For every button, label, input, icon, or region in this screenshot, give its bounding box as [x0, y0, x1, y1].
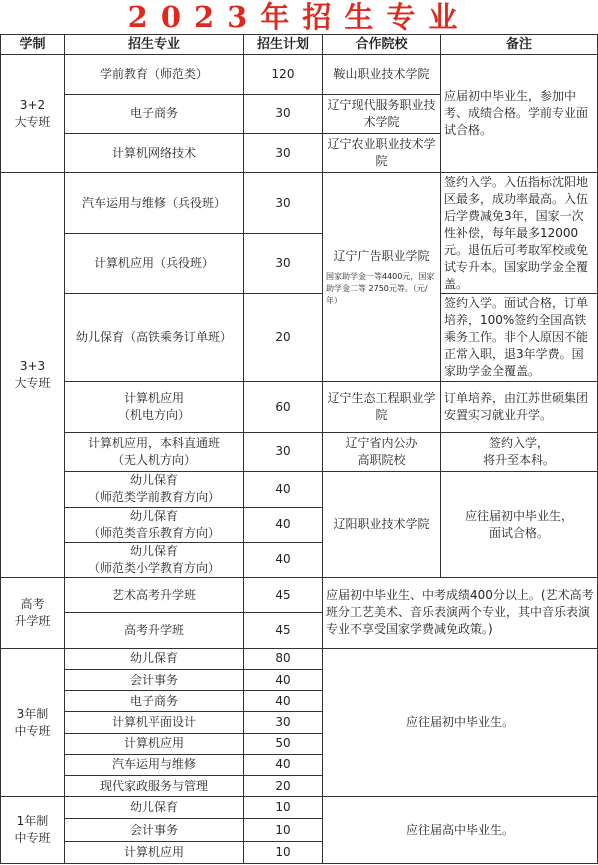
- table-row: [1, 472, 598, 507]
- plan-cell: 60: [244, 382, 323, 432]
- note-cell: 订单培养，由江苏世硕集团安置实习就业升学。: [441, 382, 598, 432]
- plan-cell: 30: [244, 94, 323, 133]
- header-school: 合作院校: [323, 35, 441, 55]
- table-header-row: [1, 35, 598, 55]
- table-row: [1, 294, 598, 382]
- table-row: [1, 382, 598, 432]
- major-cell: 电子商务: [65, 94, 244, 133]
- major-cell: 现代家政服务与管理: [65, 776, 244, 797]
- plan-cell: 40: [244, 542, 323, 577]
- plan-cell: 30: [244, 233, 323, 294]
- plan-cell: 30: [244, 712, 323, 733]
- table-row: [1, 797, 598, 819]
- table-row: [1, 55, 598, 94]
- enrollment-table: [0, 34, 598, 864]
- header-plan: 招生计划: [244, 35, 323, 55]
- plan-cell: 40: [244, 691, 323, 712]
- note-cell: 签约入学。入伍指标沈阳地区最多，成功率最高。入伍后学费减免3年，国家一次性补偿，每年最多12000元。退伍后可考取军校或免试专升本。国家助学金全覆盖。: [441, 173, 598, 294]
- major-cell: 计算机网络技术: [65, 133, 244, 172]
- plan-cell: 80: [244, 648, 323, 669]
- group-label: 1年制 中专班: [1, 797, 65, 864]
- plan-cell: 120: [244, 55, 323, 94]
- major-cell: 计算机应用 （机电方向）: [65, 382, 244, 432]
- major-cell: 计算机平面设计: [65, 712, 244, 733]
- major-cell: 汽车运用与维修: [65, 754, 244, 775]
- major-cell: 幼儿保育（高铁乘务订单班）: [65, 294, 244, 382]
- major-cell: 幼儿保育 （师范类音乐教育方向）: [65, 507, 244, 542]
- group-label: 3+3 大专班: [1, 173, 65, 578]
- header-note: 备注: [441, 35, 598, 55]
- major-cell: 计算机应用（兵役班）: [65, 233, 244, 294]
- plan-cell: 20: [244, 294, 323, 382]
- table-row: [1, 578, 598, 613]
- plan-cell: 50: [244, 733, 323, 754]
- page-title: 2023年招生专业: [127, 0, 471, 34]
- school-cell: 辽宁现代服务职业技术学院: [323, 94, 441, 133]
- major-cell: 学前教育（师范类）: [65, 55, 244, 94]
- major-cell: 计算机应用，本科直通班 （无人机方向）: [65, 432, 244, 471]
- note-cell: 应届初中毕业生，参加中考、成绩合格。学前专业面试合格。: [441, 55, 598, 173]
- plan-cell: 45: [244, 578, 323, 613]
- table-row: [1, 648, 598, 669]
- school-cell: 鞍山职业技术学院: [323, 55, 441, 94]
- plan-cell: 30: [244, 133, 323, 172]
- plan-cell: 40: [244, 670, 323, 691]
- major-cell: 幼儿保育 （师范类学前教育方向）: [65, 472, 244, 507]
- major-cell: 幼儿保育: [65, 797, 244, 819]
- school-name: 辽宁广告职业学院: [333, 248, 430, 263]
- note-cell: 应往届高中毕业生。: [323, 797, 598, 864]
- school-cell: [323, 173, 441, 382]
- header-system: 学制: [1, 35, 65, 55]
- major-cell: 计算机应用: [65, 841, 244, 863]
- plan-cell: 10: [244, 797, 323, 819]
- major-cell: 会计事务: [65, 670, 244, 691]
- group-label: 高考 升学班: [1, 578, 65, 649]
- school-cell: 辽宁省内公办 高职院校: [323, 432, 441, 471]
- school-cell: 辽阳职业技术学院: [323, 472, 441, 578]
- plan-cell: 45: [244, 613, 323, 648]
- plan-cell: 40: [244, 754, 323, 775]
- table-row: [1, 432, 598, 471]
- plan-cell: 10: [244, 819, 323, 841]
- header-major: 招生专业: [65, 35, 244, 55]
- plan-cell: 40: [244, 472, 323, 507]
- plan-cell: 30: [244, 173, 323, 234]
- school-cell: 辽宁农业职业技术学院: [323, 133, 441, 172]
- group-label: 3年制 中专班: [1, 648, 65, 796]
- major-cell: 幼儿保育 （师范类小学教育方向）: [65, 542, 244, 577]
- plan-cell: 20: [244, 776, 323, 797]
- plan-cell: 10: [244, 841, 323, 863]
- major-cell: 幼儿保育: [65, 648, 244, 669]
- major-cell: 汽车运用与维修（兵役班）: [65, 173, 244, 234]
- plan-cell: 40: [244, 507, 323, 542]
- note-cell: 签约入学。面试合格，订单培养，100%签约全国高铁乘务工作。非个人原因不能正常入职，退3年学费。国家助学金全覆盖。: [441, 294, 598, 382]
- major-cell: 高考升学班: [65, 613, 244, 648]
- note-cell: 应届初中毕业生、中考成绩400分以上。(艺术高考班分工艺美术、音乐表演两个专业，其中音乐表演专业不享受国家学费减免政策。): [323, 578, 598, 649]
- major-cell: 电子商务: [65, 691, 244, 712]
- group-label: 3+2 大专班: [1, 55, 65, 173]
- note-cell: 应往届初中毕业生。: [323, 648, 598, 796]
- note-cell: 签约入学， 将升至本科。: [441, 432, 598, 471]
- school-cell: 辽宁生态工程职业学院: [323, 382, 441, 432]
- aid-note: 国家助学金一等4400元，国家助学金二等 2750元等。（元/年）: [326, 271, 435, 305]
- major-cell: 计算机应用: [65, 733, 244, 754]
- major-cell: 艺术高考升学班: [65, 578, 244, 613]
- plan-cell: 30: [244, 432, 323, 471]
- major-cell: 会计事务: [65, 819, 244, 841]
- note-cell: 应往届初中毕业生， 面试合格。: [441, 472, 598, 578]
- table-row: [1, 173, 598, 234]
